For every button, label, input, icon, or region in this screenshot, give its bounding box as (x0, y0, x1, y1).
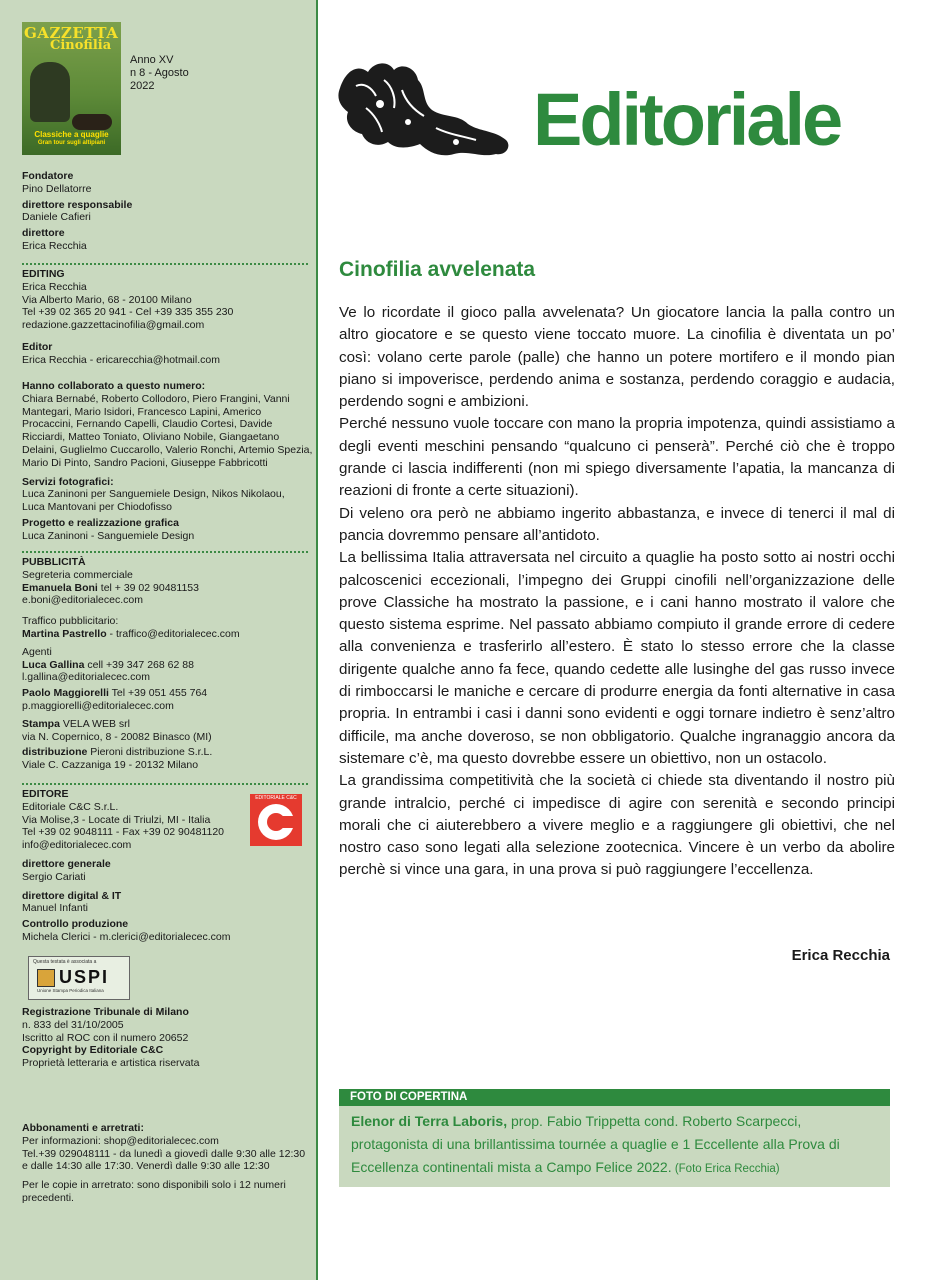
digital-label: direttore digital & IT (22, 889, 122, 902)
cover-line-sub: Gran tour sugli altipiani (37, 140, 106, 146)
decorative-ink-ornament (336, 58, 514, 166)
divider (22, 263, 308, 265)
subs-info: Per informazioni: shop@editorialecec.com (22, 1134, 219, 1147)
registration-block (22, 1006, 314, 1070)
ads-email: e.boni@editorialecec.com (22, 594, 143, 607)
publisher-label: EDITORE (22, 788, 69, 800)
print-label: Stampa (22, 717, 60, 730)
cover-dog-figure (72, 114, 112, 130)
caption-text-block (339, 1106, 890, 1181)
production-label: Controllo produzione (22, 918, 129, 931)
ads-phone: tel + 39 02 90481153 (97, 581, 199, 594)
agent-phone: Tel +39 051 455 764 (108, 687, 208, 700)
editing-address: Via Alberto Mario, 68 - 20100 Milano (22, 293, 192, 306)
design-credit: Luca Zaninoni - Sanguemiele Design (22, 529, 195, 542)
editor-label: Editor (22, 340, 53, 353)
uspi-top-text: Questa testata è associata a (33, 959, 97, 965)
agent-name: Paolo Maggiorelli (22, 687, 109, 700)
print-name: VELA WEB srl (59, 717, 130, 730)
uspi-subtitle: Unione Stampa Periodica Italiana (37, 988, 104, 993)
issue-date: 2022 (130, 80, 155, 92)
agent-phone: cell +39 347 268 62 88 (84, 658, 194, 671)
editing-phone: Tel +39 02 365 20 941 - Cel +39 335 355 230 (22, 306, 234, 319)
divider (22, 551, 308, 553)
caption-text: prop. Fabio Trippetta cond. Roberto Scarpecci, protagonista di una brillantissima tournée a quaglie e 1 Eccellente alla Prova di Eccellenza continentali mista a Campo Felice 2022. (351, 1113, 840, 1175)
article-paragraph: Ve lo ricordate il gioco palla avvelenata? Un giocatore lancia la palla contro un altro giocatore e se questo viene toccato muore. La cinofilia è diventata un po’ così: volano certe parole (palle) che hanno un potere mortifero e il mondo pian piano si impoverisce, perdendo anima e sostanza, perdendo coraggio e audacia, perdendo sogni e ambizioni. (339, 304, 895, 411)
article-paragraph: Perché nessuno vuole toccare con mano la propria impotenza, quindi assistiamo a degli eventi meschini pensando “qualcuno ci penserà”. Perché ciò che è troppo grande ci lascia indifferenti (non mi spiego diversamente l’apatia, la mancanza di reazioni di fronte a certe situazioni). (339, 415, 895, 500)
issue-year: Anno XV (130, 54, 174, 66)
editing-email: redazione.gazzettacinofilia@gmail.com (22, 319, 205, 332)
cover-subtitle: Cinofilia (50, 38, 112, 53)
agent-name: Luca Gallina (22, 658, 85, 671)
article-paragraph: La bellissima Italia attraversata nel circuito a quaglie ha posto sotto ai nostri occhi palcoscenici eccezionali, l’impegno dei Gruppi cinofili nell’organizzazione delle prove Classiche ha mostrato la passione, e i cani hanno mostrato il valore che questo sistema esprime. Nel passato abbiamo compiuto il grande errore di cedere alla convenienza e trasferirlo all’estero. È stato lo stesso errore che la classe dirigente qualche anno fa fece, quando cedette alle lusinghe del gas russo invece di rimboccarsi le maniche e cercare di produrre energia da fonti alternative in casa propria. In entrambi i casi i danni sono evidenti e oggi tornare indietro è senz’altro difficile, ma anche doveroso, se non obbligatorio. Qualche ingranaggio ancora da sistemare c’è, ma questo dovrebbe essere un obiettivo, non un ostacolo. (339, 549, 895, 767)
traffic-name: Martina Pastrello (22, 627, 107, 640)
divider (22, 783, 308, 785)
contributors-block (22, 380, 314, 543)
copyright-label: Copyright by Editoriale C&C (22, 1044, 164, 1057)
subs-hours-2: e dalle 14:30 alle 17:30. Venerdì dalle 9:30 alle 12:30 (22, 1160, 270, 1173)
cover-thumbnail (22, 22, 121, 155)
agents-label: Agenti (22, 645, 52, 658)
cover-line: Classiche a quaglie (34, 130, 109, 139)
dist-name: Pieroni distribuzione S.r.L. (87, 746, 213, 759)
caption-dog-name: Elenor di Terra Laboris, (351, 1113, 508, 1129)
traffic-email: - traffico@editorialecec.com (106, 627, 240, 640)
article-paragraph: La grandissima competitività che la società ci chiede sta diventando il nostro più grande intralcio, perché ci impedisce di agire con serenità e secondo principi morali che ci aiuterebbero a vivere meglio e a raggiungere gli obiettivi, che nel nostro caso sono legati alla selezione zootecnica. Vincere è un verbo da abolire perchè si vince una gara, in una prova si può raggiungere l’eccellenza. (339, 772, 895, 879)
director-name: Erica Recchia (22, 239, 87, 252)
dist-label: distribuzione (22, 746, 88, 759)
book-icon (37, 969, 55, 987)
cover-hunter-figure (30, 62, 70, 122)
uspi-word: USPI (59, 967, 110, 987)
editoriale-cc-logo (250, 794, 302, 846)
digital-name: Manuel Infanti (22, 902, 88, 915)
caption-credit: (Foto Erica Recchia) (671, 1163, 780, 1175)
founder-name: Pino Dellatorre (22, 182, 92, 195)
caption-label: FOTO DI COPERTINA (339, 1089, 890, 1106)
editing-label: EDITING (22, 268, 65, 280)
uspi-logo (28, 956, 130, 1000)
founder-label: Fondatore (22, 170, 74, 182)
contributors-label: Hanno collaborato a questo numero: (22, 380, 206, 392)
article-body (339, 302, 895, 882)
ads-name: Emanuela Boni (22, 581, 98, 594)
issue-number: n 8 - Agosto (130, 67, 189, 79)
print-address: via N. Copernico, 8 - 20082 Binasco (MI) (22, 730, 212, 743)
publisher-name: Editoriale C&C S.r.L. (22, 800, 119, 813)
cc-logo-text: EDITORIALE C&C (255, 795, 297, 801)
agent-email: l.gallina@editorialecec.com (22, 671, 150, 684)
masthead-sidebar (0, 0, 318, 1280)
ads-secretary: Segreteria commerciale (22, 568, 133, 581)
managing-name: Daniele Cafieri (22, 211, 91, 224)
founder-block (22, 170, 314, 253)
copyright-text: Proprietà letteraria e artistica riservata (22, 1057, 200, 1070)
subscriptions-block (22, 1122, 314, 1205)
publisher-email: info@editorialecec.com (22, 839, 132, 852)
dist-address: Viale C. Cazzaniga 19 - 20132 Milano (22, 759, 199, 772)
article-paragraph: Di veleno ora però ne abbiamo ingerito abbastanza, e invece di tenerci il mal di pancia dovremmo pensare all’antidoto. (339, 504, 895, 544)
gm-name: Sergio Cariati (22, 870, 86, 883)
photo-label: Servizi fotografici: (22, 475, 114, 488)
managing-label: direttore responsabile (22, 198, 133, 211)
design-label: Progetto e realizzazione grafica (22, 516, 179, 529)
subs-label: Abbonamenti e arretrati: (22, 1122, 144, 1134)
cover-title: GAZZETTA (24, 24, 119, 42)
article-author: Erica Recchia (791, 947, 890, 964)
roc-number: Iscritto al ROC con il numero 20652 (22, 1031, 189, 1044)
editing-block (22, 268, 314, 367)
gm-label: direttore generale (22, 857, 111, 870)
publisher-address: Via Molise,3 - Locate di Triulzi, MI - Italia (22, 813, 211, 826)
contributors-list: Chiara Bernabé, Roberto Collodoro, Piero Frangini, Vanni Mantegari, Mario Isidori, Francesco Lapini, Americo Procaccini, Fernando Capelli, Claudio Cortesi, Davide Ricciardi, Matteo Toniato, Oliviano Nobile, Giangaetano Delaini, Guglielmo Cuccarollo, Valerio Ronchi, Artemio Spezia, Mario Di Pinto, Sandro Pacioni, Giuseppe Fabbricotti (22, 392, 313, 469)
editing-name: Erica Recchia (22, 280, 87, 293)
production-name: Michela Clerici - m.clerici@editorialecec.com (22, 930, 231, 943)
agent-email: p.maggiorelli@editorialecec.com (22, 699, 174, 712)
photo-credits-2: Luca Mantovani per Chiodofisso (22, 501, 173, 514)
issue-info (130, 54, 189, 93)
section-title: Editoriale (533, 78, 841, 161)
subs-hours-1: Tel.+39 029048111 - da lunedì a giovedì dalle 9:30 alle 12:30 (22, 1147, 306, 1160)
photo-credits-1: Luca Zaninoni per Sanguemiele Design, Nikos Nikolaou, (22, 488, 285, 501)
cover-photo-caption (339, 1089, 890, 1187)
publisher-phone: Tel +39 02 9048111 - Fax +39 02 90481120 (22, 826, 224, 839)
advertising-block (22, 556, 314, 772)
back-issues: Per le copie in arretrato: sono disponibili solo i 12 numeri precedenti. (22, 1179, 286, 1204)
traffic-label: Traffico pubblicitario: (22, 615, 119, 628)
reg-number: n. 833 del 31/10/2005 (22, 1018, 124, 1031)
ads-label: PUBBLICITÀ (22, 556, 86, 568)
editor-name: Erica Recchia - ericarecchia@hotmail.com (22, 353, 220, 366)
director-label: direttore (22, 227, 65, 240)
reg-label: Registrazione Tribunale di Milano (22, 1006, 189, 1018)
article-headline: Cinofilia avvelenata (339, 258, 536, 281)
